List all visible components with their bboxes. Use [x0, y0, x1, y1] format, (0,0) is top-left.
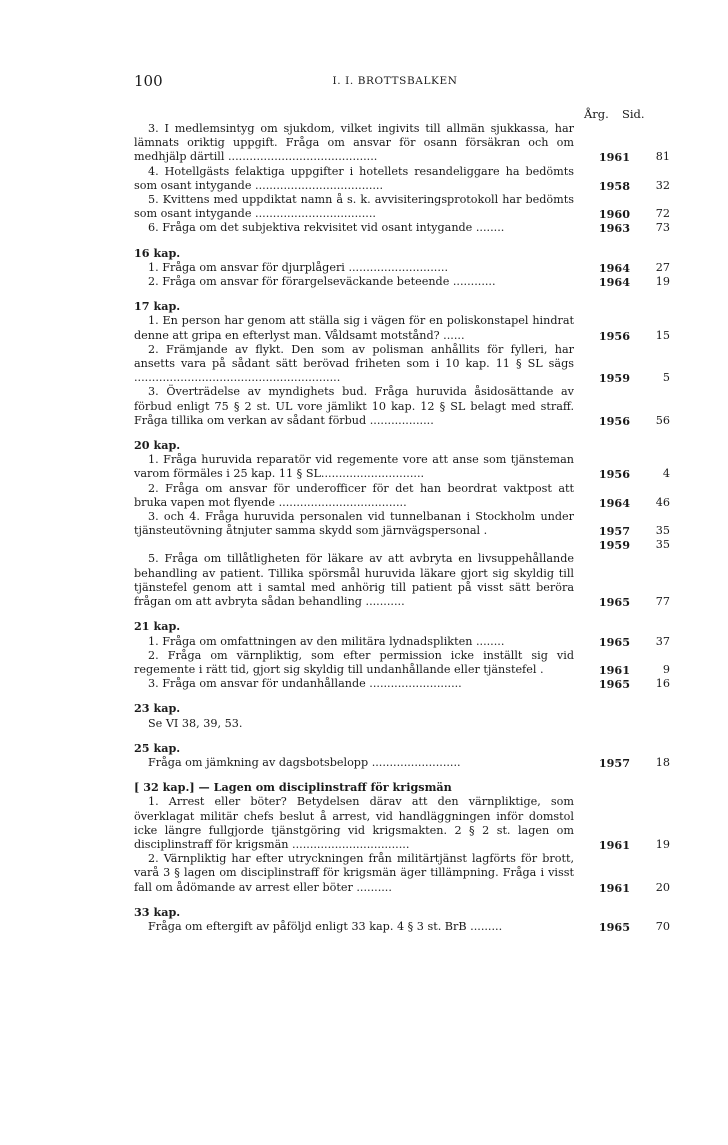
index-section [134, 299, 670, 428]
index-entry [134, 648, 670, 677]
index-entry [134, 552, 670, 610]
entry-text: 2. Fråga om ansvar för underofficer för det han beordrat vaktpost att bruka vapen mot flyende .................................... [134, 481, 574, 509]
entry-text: 3. och 4. Fråga huruvida personalen vid tunnelbanan i Stockholm under tjänsteutövning åtnjuter samma skydd som järnvägspersonal . [134, 510, 574, 538]
entry-page: 46 [655, 495, 670, 509]
index-entry [134, 852, 670, 895]
entry-page: 70 [655, 919, 670, 933]
entry-year: 1964 [598, 275, 630, 290]
index-entry [134, 385, 670, 428]
entry-page: 9 [662, 662, 670, 676]
entry-extra-ref [134, 538, 670, 553]
page-number: 100 [134, 72, 163, 90]
index-section [134, 245, 670, 290]
entry-text: 5. Fråga om tillåtligheten för läkare av att avbryta en livsuppehållande behandling av patient. Tillika spörsmål huruvida läkare gjort sig skyldig till tjänstefel genom att i samtal med anhörig till patient på visst sätt beröra frågan om att avbryta sådan behandling ........... [134, 552, 574, 609]
section-title: 25 kap. [134, 740, 181, 755]
section-title: 16 kap. [134, 245, 181, 260]
entry-year: 1960 [598, 207, 630, 222]
index-section [134, 701, 574, 730]
entry-page: 81 [655, 150, 670, 164]
index-entry [134, 260, 670, 275]
entry-year: 1961 [598, 662, 630, 677]
column-header-year: Årg. [584, 107, 609, 121]
entry-year: 1959 [598, 538, 630, 553]
entry-text: Fråga om eftergift av påföljd enligt 33 kap. 4 § 3 st. BrB ......... [148, 919, 503, 933]
index-entry [134, 717, 574, 731]
entry-page: 15 [655, 328, 670, 342]
entry-text: 1. Fråga om ansvar för djurplågeri ............................ [148, 260, 449, 274]
entry-text: Fråga om jämkning av dagsbotsbelopp ......................... [148, 755, 461, 769]
index-section [134, 619, 670, 692]
entry-page: 27 [655, 260, 670, 274]
entry-page: 18 [655, 755, 670, 769]
entry-text: 3. I medlemsintyg om sjukdom, vilket ingivits till allmän sjukkassa, har lämnats oriktig uppgift. Fråga om ansvar för osann försäkran och om medhjälp därtill .......................................... [134, 122, 574, 164]
entry-page: 16 [655, 677, 670, 691]
index-entry [134, 677, 670, 692]
entry-text: 1. Arrest eller böter? Betydelsen därav att den värnpliktige, som överklagat militär chefs beslut å arrest, vid handläggningen inför domstol icke längre fullgjorde tjänstgöring vid krigsmakten. 2 § 2 st. lagen om disciplinstraff för krigsmän ................................. [134, 795, 574, 851]
entry-text: 1. Fråga huruvida reparatör vid regemente vore att anse som tjänsteman varom förmäles i 25 kap. 11 § SL............................. [134, 453, 574, 481]
index-entry [134, 275, 670, 290]
index-entry [134, 634, 670, 649]
index-entry [134, 314, 670, 343]
section-title: 20 kap. [134, 438, 181, 453]
entry-year: 1961 [598, 880, 630, 895]
entry-text: 2. Främjande av flykt. Den som av polisman anhållits för fylleri, har ansetts vara på sådant sätt berövad friheten som i 10 kap. 11 § SL sägs .......................................................... [134, 342, 574, 385]
index-entry [134, 164, 670, 193]
entry-page: 19 [655, 275, 670, 289]
entry-year: 1965 [598, 595, 630, 610]
entry-year: 1956 [598, 328, 630, 343]
entry-year: 1965 [598, 634, 630, 649]
index-entry [134, 221, 670, 236]
index-entry [134, 481, 670, 510]
index-entry [134, 122, 670, 165]
entry-page: 35 [655, 524, 670, 538]
entry-text: 3. Fråga om ansvar för undanhållande .......................... [148, 677, 462, 691]
index-entry [134, 919, 670, 934]
entry-text: 2. Fråga om värnpliktig, som efter permission icke inställt sig vid regemente i rätt tid, gjort sig skyldig till undanhållande eller tjänstefel . [134, 648, 574, 676]
index-entry [134, 342, 670, 386]
index-section [134, 740, 670, 770]
entry-page: 32 [655, 178, 670, 192]
entry-year: 1964 [598, 495, 630, 510]
entry-year: 1963 [598, 221, 630, 236]
entry-page: 37 [655, 634, 670, 648]
index-section [134, 122, 670, 236]
entry-text: 3. Överträdelse av myndighets bud. Fråga huruvida åsidosättande av förbud enligt 75 § 2 st. UL vore jämlikt 10 kap. 12 § SL belagt med straff. Fråga tillika om verkan av sådant förbud .................. [134, 385, 574, 427]
index-entry [134, 795, 670, 852]
entry-text: 6. Fråga om det subjektiva rekvisitet vid osant intygande ........ [148, 221, 505, 235]
index-content [134, 122, 670, 944]
entry-page: 73 [655, 221, 670, 235]
entry-year: 1957 [598, 524, 630, 539]
index-entry [134, 453, 670, 482]
entry-year: 1956 [598, 467, 630, 482]
entry-text: 1. Fråga om omfattningen av den militära lydnadsplikten ........ [148, 634, 505, 648]
section-title: 17 kap. [134, 299, 181, 314]
column-header-page: Sid. [622, 107, 645, 121]
index-section [134, 904, 670, 934]
running-head: I. I. BROTTSBALKEN [332, 75, 458, 87]
entry-page: 5 [662, 371, 670, 385]
entry-page: 20 [655, 880, 670, 894]
entry-text: 5. Kvittens med uppdiktat namn å s. k. avvisiteringsprotokoll har bedömts som osant intygande .................................. [134, 193, 574, 221]
section-title: 21 kap. [134, 619, 181, 634]
entry-year: 1965 [598, 919, 630, 934]
entry-year: 1961 [598, 837, 630, 852]
entry-year: 1961 [598, 150, 630, 165]
entry-year: 1964 [598, 260, 630, 275]
entry-year: 1957 [598, 755, 630, 770]
page-header [134, 72, 656, 92]
section-title: [ 32 kap.] — Lagen om disciplinstraff för krigsmän [134, 780, 452, 795]
entry-year: 1956 [598, 413, 630, 428]
entry-text: 2. Värnpliktig har efter utryckningen från militärtjänst lagförts för brott, varå 3 § lagen om disciplinstraff för krigsmän äger tillämpning. Fråga i visst fall om ådömande av arrest eller böter .......... [134, 852, 574, 894]
entry-page: 77 [655, 595, 670, 609]
entry-page: 72 [655, 207, 670, 221]
entry-page: 56 [655, 413, 670, 427]
entry-text: Se VI 38, 39, 53. [148, 716, 243, 730]
entry-text: 4. Hotellgästs felaktiga uppgifter i hotellets resandeliggare ha bedömts som osant intygande .................................... [134, 164, 574, 192]
index-section [134, 438, 670, 610]
entry-text: 1. En person har genom att ställa sig i vägen för en poliskonstapel hindrat denne att gripa en efterlyst man. Våldsamt motstånd? ...... [134, 314, 574, 342]
index-entry [134, 510, 670, 539]
section-title: 23 kap. [134, 701, 181, 716]
entry-year: 1958 [598, 178, 630, 193]
entry-page: 19 [655, 837, 670, 851]
entry-text: 2. Fråga om ansvar för förargelseväckande beteende ............ [148, 275, 496, 289]
index-section [134, 780, 670, 895]
entry-page: 4 [662, 467, 670, 481]
index-entry [134, 755, 670, 770]
entry-year: 1959 [598, 371, 630, 386]
index-entry [134, 193, 670, 222]
section-title: 33 kap. [134, 904, 181, 919]
entry-year: 1965 [598, 677, 630, 692]
entry-page: 35 [655, 538, 670, 552]
